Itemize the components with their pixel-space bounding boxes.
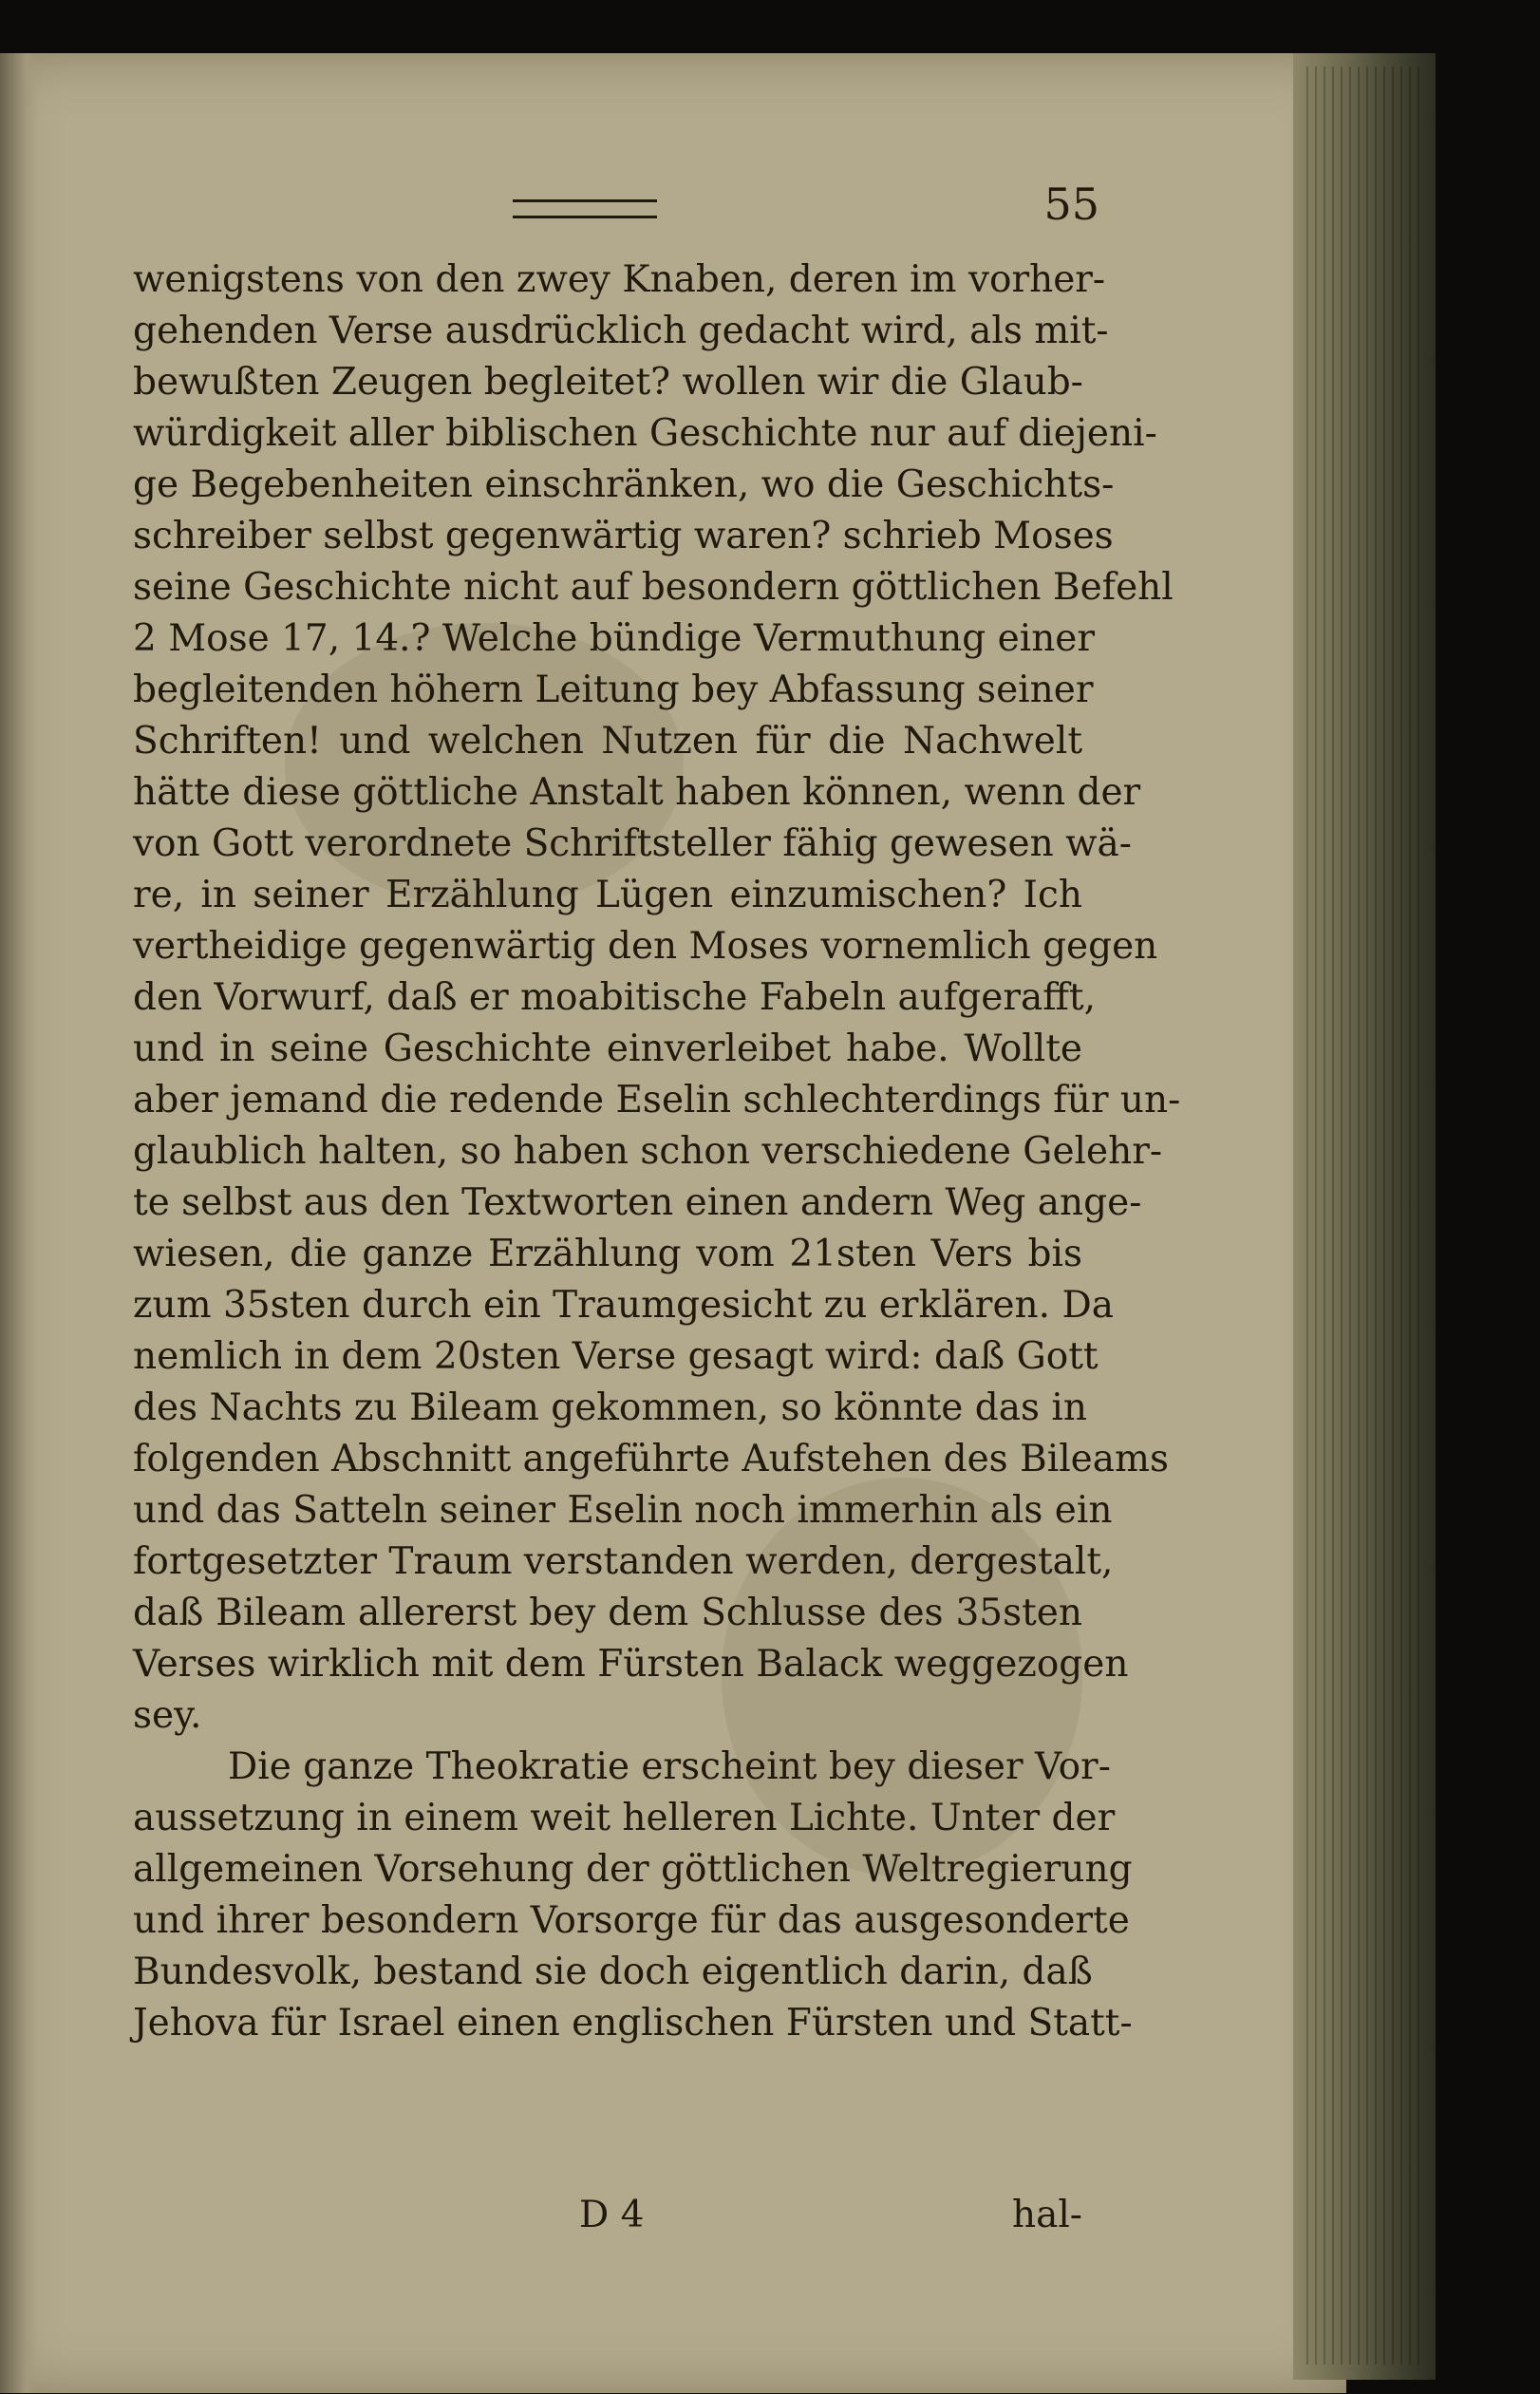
text-line: aber jemand die redende Eselin schlechterdings für un-	[133, 1079, 1181, 1122]
text-line: ge Begebenheiten einschränken, wo die Geschichts-	[133, 463, 1115, 506]
text-line: schreiber selbst gegenwärtig waren? schrieb Moses	[133, 515, 1114, 557]
text-line: seine Geschichte nicht auf besondern göttlichen Befehl	[133, 566, 1174, 609]
text-line: und das Satteln seiner Eselin noch immerhin als ein	[133, 1489, 1113, 1532]
header-rule	[513, 199, 657, 218]
body-text	[133, 254, 1181, 2049]
text-line: 2 Mose 17, 14.? Welche bündige Vermuthung einer	[133, 617, 1096, 660]
text-line: Schriften! und welchen Nutzen für die Nachwelt	[133, 720, 1082, 763]
text-line: von Gott verordnete Schriftsteller fähig gewesen wä-	[133, 822, 1132, 865]
text-line: zum 35sten durch ein Traumgesicht zu erklären. Da	[133, 1284, 1114, 1327]
text-line: re, in seiner Erzählung Lügen einzumischen? Ich	[133, 874, 1082, 916]
text-line: den Vorwurf, daß er moabitische Fabeln aufgerafft,	[133, 976, 1096, 1019]
page-edge-texture	[1306, 66, 1420, 2365]
text-line: fortgesetzter Traum verstanden werden, dergestalt,	[133, 1540, 1114, 1583]
text-line: daß Bileam allererst bey dem Schlusse des 35sten	[133, 1592, 1082, 1634]
text-line: glaublich halten, so haben schon verschiedene Gelehr-	[133, 1130, 1163, 1173]
text-line: gehenden Verse ausdrücklich gedacht wird, als mit-	[133, 310, 1109, 352]
text-line: nemlich in dem 20sten Verse gesagt wird: daß Gott	[133, 1335, 1099, 1378]
gutter-shadow	[0, 53, 38, 2393]
paragraph-2-line: Bundesvolk, bestand sie doch eigentlich darin, daß	[133, 1951, 1093, 1993]
paragraph-2-line: und ihrer besondern Vorsorge für das ausgesonderte	[133, 1899, 1130, 1942]
text-line: folgenden Abschnitt angeführte Aufstehen des Bileams	[133, 1438, 1170, 1480]
text-line: hätte diese göttliche Anstalt haben können, wenn der	[133, 771, 1141, 814]
text-line: würdigkeit aller biblischen Geschichte nur auf diejeni-	[133, 412, 1157, 455]
paragraph-2-line: Jehova für Israel einen englischen Fürsten und Statt-	[133, 2002, 1133, 2045]
text-line: sey.	[133, 1694, 202, 1737]
paragraph-2-line: allgemeinen Vorsehung der göttlichen Weltregierung	[133, 1848, 1133, 1891]
catchword: hal-	[1011, 2194, 1082, 2236]
footer-line	[133, 2194, 1082, 2247]
text-line: Verses wirklich mit dem Fürsten Balack weggezogen	[133, 1643, 1129, 1686]
text-line: wenigstens von den zwey Knaben, deren im vorher-	[133, 258, 1106, 301]
text-line: wiesen, die ganze Erzählung vom 21sten Vers bis	[133, 1233, 1082, 1275]
text-line: begleitenden höhern Leitung bey Abfassung seiner	[133, 669, 1094, 711]
text-line: te selbst aus den Textworten einen andern Weg ange-	[133, 1181, 1142, 1224]
text-line: des Nachts zu Bileam gekommen, so könnte das in	[133, 1386, 1087, 1429]
page-number: 55	[1043, 179, 1099, 230]
text-line: vertheidige gegenwärtig den Moses vornemlich gegen	[133, 925, 1158, 968]
paragraph-2-line: aussetzung in einem weit helleren Lichte. Unter der	[133, 1797, 1116, 1839]
text-line: und in seine Geschichte einverleibet habe. Wollte	[133, 1027, 1082, 1070]
text-line: bewußten Zeugen begleitet? wollen wir die Glaub-	[133, 361, 1083, 404]
printer-signature: D 4	[579, 2194, 645, 2236]
paragraph-2-line: Die ganze Theokratie erscheint bey dieser Vor-	[228, 1745, 1111, 1788]
